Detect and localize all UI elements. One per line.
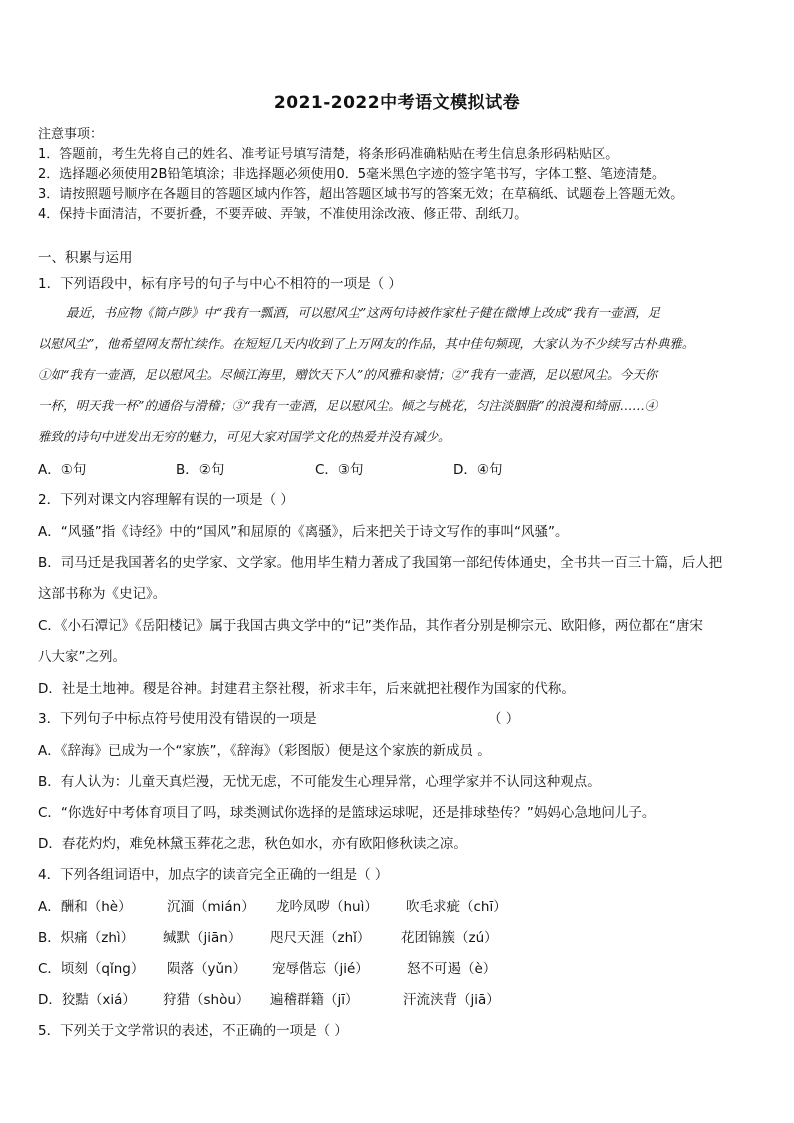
exam-title: 2021-2022中考语文模拟试卷	[273, 93, 521, 113]
q3-answer-paren: （ ）	[488, 711, 520, 727]
q1-option-b[interactable]: B．②句	[176, 462, 225, 478]
q1-option-c[interactable]: C．③句	[315, 462, 364, 478]
q1-option-d[interactable]: D．④句	[453, 462, 503, 478]
q4-option-d-word-3: 遍稽群籍（jī）	[270, 992, 359, 1008]
q4-option-a[interactable]: A．酬和（hè）	[38, 899, 132, 915]
q1-passage-line-1: 最近，书应物《简卢陟》中“我有一瓢酒，可以慰风尘”这两句诗被作家杜子健在微博上改成“我有一壶酒，足	[66, 305, 661, 320]
q4-option-b-word-2: 缄默（jiān）	[163, 930, 242, 946]
question-1-stem: 1．下列语段中，标有序号的句子与中心不相符的一项是（ ）	[38, 276, 402, 292]
q1-passage-line-2: 以慰风尘”，他希望网友帮忙续作。在短短几天内收到了上万网友的作品，其中佳句频现，大家认为不少续写古朴典雅。	[38, 336, 695, 351]
section-heading: 一、积累与运用	[38, 250, 133, 266]
q4-option-d-word-4: 汗流浃背（jiā）	[403, 992, 500, 1008]
q4-option-a-word-3: 龙吟凤哕（huì）	[276, 899, 378, 915]
q3-option-d[interactable]: D．春花灼灼，难免林黛玉葬花之悲，秋色如水，亦有欧阳修秋读之凉。	[38, 836, 467, 852]
notice-item-3: 3．请按照题号顺序在各题目的答题区域内作答，超出答题区域书写的答案无效；在草稿纸、试题卷上答题无效。	[38, 187, 684, 202]
q4-option-c[interactable]: C．顷刻（qǐng）	[38, 961, 145, 977]
q1-passage-line-3: ①如“我有一壶酒，足以慰风尘。尽倾江海里，赠饮天下人”的风雅和豪情；②“我有一壶酒，足以慰风尘。今天你	[38, 367, 658, 382]
q4-option-b-word-4: 花团锦簇（zú）	[401, 930, 498, 946]
notice-heading: 注意事项：	[38, 127, 104, 142]
notice-item-1: 1．答题前，考生先将自己的姓名、准考证号填写清楚，将条形码准确粘贴在考生信息条形码粘贴区。	[38, 147, 619, 162]
q4-option-d[interactable]: D．狡黠（xiá）	[38, 992, 136, 1008]
notice-item-4: 4．保持卡面清洁，不要折叠，不要弄破、弄皱，不准使用涂改液、修正带、刮纸刀。	[38, 207, 528, 222]
q4-option-c-word-3: 宠辱偕忘（jié）	[272, 961, 369, 977]
q4-option-c-word-4: 怒不可遏（è）	[407, 961, 497, 977]
question-4-stem: 4．下列各组词语中，加点字的读音完全正确的一组是（ ）	[38, 867, 389, 883]
q4-option-a-word-2: 沉湎（mián）	[167, 899, 255, 915]
q2-option-c-cont: 八大家”之列。	[38, 649, 126, 665]
q4-option-b-word-3: 咫尺天涯（zhǐ）	[270, 930, 371, 946]
question-2-stem: 2．下列对课文内容理解有误的一项是（ ）	[38, 492, 294, 508]
q1-option-a[interactable]: A．①句	[38, 462, 87, 478]
q3-option-b[interactable]: B．有人认为：儿童天真烂漫，无忧无虑，不可能发生心理异常，心理学家并不认同这种观点。	[38, 774, 601, 790]
q4-option-b[interactable]: B．炽痛（zhì）	[38, 930, 135, 946]
q3-option-c[interactable]: C．“你选好中考体育项目了吗，球类测试你选择的是篮球运球呢，还是排球垫传？”妈妈心急地问儿子。	[38, 805, 656, 821]
q2-option-a[interactable]: A．“风骚”指《诗经》中的“国风”和屈原的《离骚》，后来把关于诗文写作的事叫“风骚”。	[38, 524, 569, 540]
question-3-stem: 3．下列句子中标点符号使用没有错误的一项是	[38, 711, 317, 727]
q1-passage-line-4: 一杯，明天我一杯”的通俗与滑稽；③“我有一壶酒，足以慰风尘。倾之与桃花，匀注淡胭脂”的浪漫和绮丽……④	[38, 398, 658, 413]
q2-option-b-cont: 这部书称为《史记》。	[38, 586, 167, 602]
q2-option-d[interactable]: D．社是土地神。稷是谷神。封建君主祭社稷，祈求丰年，后来就把社稷作为国家的代称。	[38, 681, 575, 697]
q4-option-c-word-2: 陨落（yǔn）	[167, 961, 247, 977]
q4-option-a-word-4: 吹毛求疵（chī）	[406, 899, 507, 915]
q3-option-a[interactable]: A．《辞海》已成为一个“家族”，《辞海》（彩图版）便是这个家族的新成员 。	[38, 743, 491, 759]
question-5-stem: 5．下列关于文学常识的表述，不正确的一项是（ ）	[38, 1023, 348, 1039]
q2-option-b[interactable]: B．司马迁是我国著名的史学家、文学家。他用毕生精力著成了我国第一部纪传体通史，全书共一百三十篇，后人把	[38, 555, 723, 571]
q4-option-d-word-2: 狩猎（shòu）	[163, 992, 250, 1008]
q1-passage-line-5: 雅致的诗句中迸发出无穷的魅力，可见大家对国学文化的热爱并没有减少。	[38, 429, 451, 444]
q2-option-c[interactable]: C．《小石潭记》《岳阳楼记》属于我国古典文学中的“记”类作品，其作者分别是柳宗元、欧阳修，两位都在“唐宋	[38, 618, 703, 634]
notice-item-2: 2．选择题必须使用2B铅笔填涂；非选择题必须使用0．5毫米黑色字迹的签字笔书写，字体工整、笔迹清楚。	[38, 167, 666, 182]
